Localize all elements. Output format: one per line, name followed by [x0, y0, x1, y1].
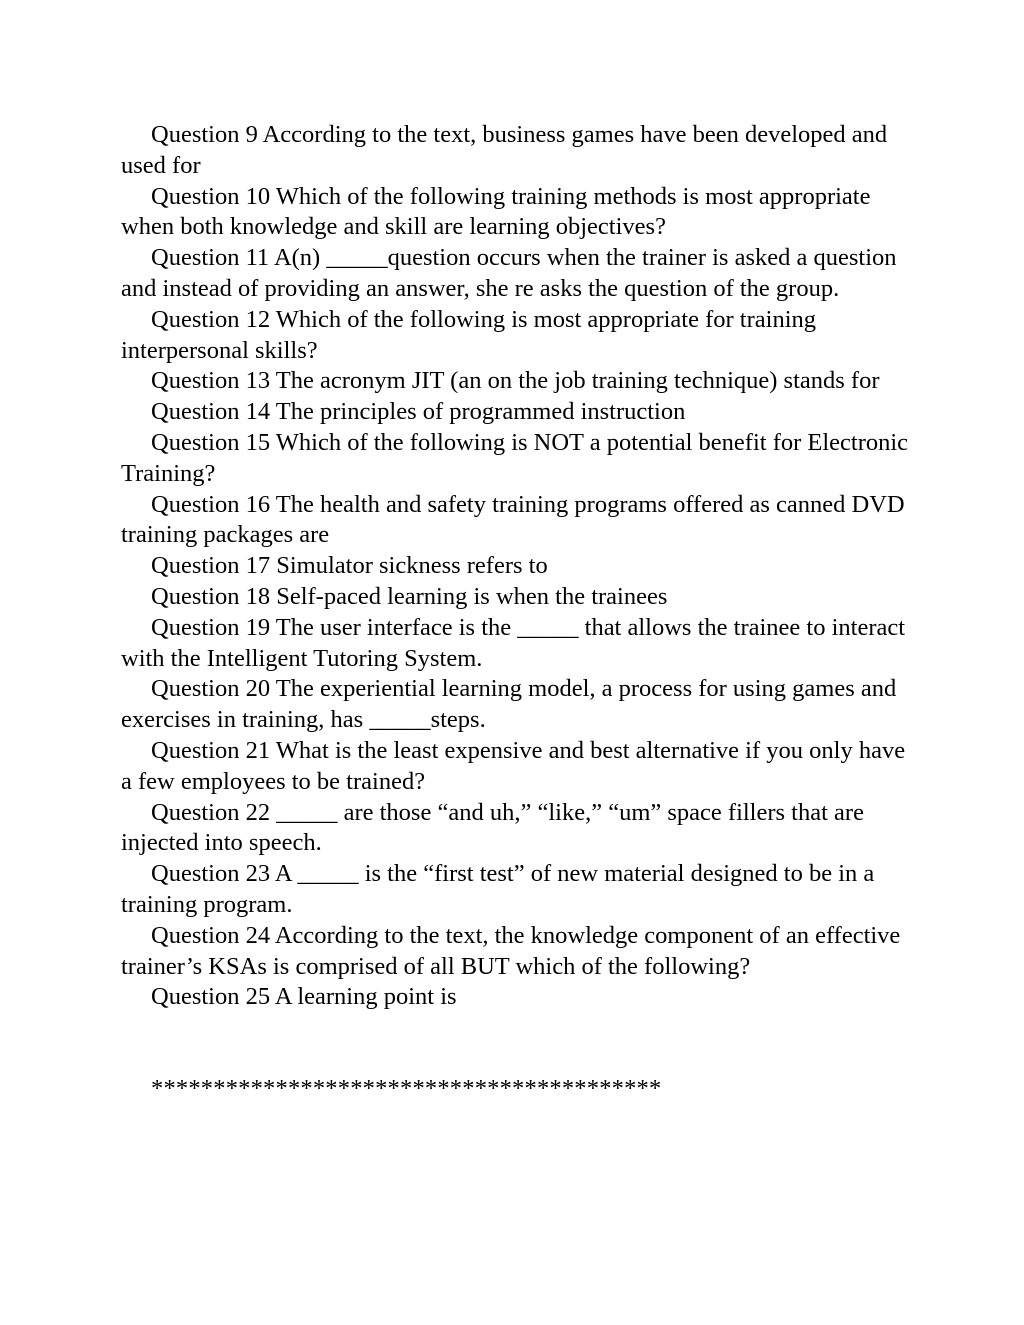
asterisk-separator: *****************************************: [151, 1075, 662, 1103]
question-19: Question 19 The user interface is the _____ that allows the trainee to interact with the Intelligent Tutoring System.: [121, 613, 906, 672]
question-23: Question 23 A _____ is the “first test” of new material designed to be in a training program.: [121, 860, 875, 918]
question-16: Question 16 The health and safety training programs offered as canned DVD training packages are: [121, 490, 905, 549]
question-25: Question 25 A learning point is: [151, 983, 457, 1011]
question-11: Question 11 A(n) _____question occurs when the trainer is asked a question and instead of providing an answer, she re asks the question of the group.: [121, 244, 897, 302]
question-21: Question 21 What is the least expensive and best alternative if you only have a few employees to be trained?: [121, 736, 906, 795]
question-15: Question 15 Which of the following is NOT a potential benefit for Electronic Training?: [121, 428, 909, 487]
question-10: Question 10 Which of the following training methods is most appropriate when both knowledge and skill are learning objectives?: [121, 182, 871, 241]
document-page: [121, 120, 921, 1105]
question-20: Question 20 The experiential learning model, a process for using games and exercises in training, has _____steps.: [121, 675, 897, 734]
question-14: Question 14 The principles of programmed instruction: [151, 398, 686, 426]
question-9: Question 9 According to the text, business games have been developed and used for: [121, 121, 888, 179]
question-12: Question 12 Which of the following is most appropriate for training interpersonal skills?: [121, 305, 817, 364]
question-13: Question 13 The acronym JIT (an on the job training technique) stands for: [151, 367, 880, 395]
question-17: Question 17 Simulator sickness refers to: [151, 552, 548, 580]
question-22: Question 22 _____ are those “and uh,” “like,” “um” space fillers that are injected into speech.: [121, 798, 864, 857]
question-24: Question 24 According to the text, the knowledge component of an effective trainer’s KSAs is comprised of all BUT which of the following?: [121, 921, 901, 980]
question-18: Question 18 Self-paced learning is when the trainees: [151, 582, 668, 610]
